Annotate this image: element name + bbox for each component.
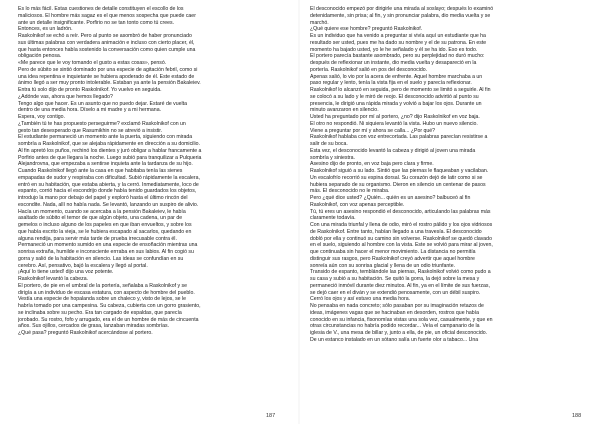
text-line: portería. Raskolnikof salió en pos del desconocido.: [310, 66, 428, 73]
text-line: hubiera separado de su organismo. Dieron en silencio un centenar de pasos: [310, 181, 486, 188]
text-line: minuto avanzaron en silencio.: [310, 107, 379, 114]
text-line: introdujo la mano por debajo del papel y exploró hasta el último rincón del: [18, 195, 188, 201]
text-line: Pero de súbito se sintió dominado por una especie de agitación febril, como si: [18, 66, 198, 73]
text-line: dirigía a un individuo de escasa estatura, con aspecto de hombre del pueblo.: [18, 289, 195, 296]
text-line: sus últimas palabras con verdadera animación e incluso con cierto placer, él,: [18, 39, 195, 46]
text-line: iglesia de V., una mesa de billar y, junto a ella, de pie, un oficial desconocido.: [310, 330, 488, 336]
text-line: Permaneció un momento sumido en una especie de ensoñación mientras una: [18, 242, 198, 249]
text-line: presencia, le dirigió una rápida mirada y volvió a bajar los ojos. Durante un: [310, 100, 482, 107]
text-line: sonrisa extraña, humilde e inconsciente errraba en sus labios. Al fin cogió su: [18, 249, 194, 255]
left-page-text: [18, 6, 284, 337]
text-line: detenidamente, sin prisa; al fin, y sin pronunciar palabra, dio media vuelta y se: [310, 12, 491, 19]
right-page: [310, 6, 582, 419]
left-page: [18, 6, 284, 419]
text-line: claramente todavía.: [310, 215, 356, 222]
text-line: en el suelo, siguiendo al hombre con la vista. Este se volvió para mirar al joven,: [310, 242, 493, 249]
text-line: Alejandrovna, que empezaba a sentirse inquieta ante la tardanza de su hijo.: [18, 161, 193, 168]
text-line: alguna rendija, para servir más tarde de prueba irrecusable contra él.: [18, 235, 177, 242]
text-line: Entra tú solo dijo de pronto Raskolnikof. Yo vuelvo en seguida.: [18, 87, 162, 93]
text-line: Raskolnikof lo alcanzó en seguida, pero de momento se limitó a seguirle. Al fin: [310, 87, 491, 93]
text-line: permaneció inmóvil durante diez minutos. Al fin, ya en el límite de sus fuerzas,: [310, 282, 490, 289]
text-line: sombría a Raskolnikof, que se alejaba rápidamente en dirección a su domicilio.: [18, 141, 200, 147]
right-page-number: 188: [572, 413, 582, 419]
text-line: momento ha bajado usted, yo le he señalado y él se ha ido. Eso es todo.: [310, 46, 478, 53]
text-line: asaltado de súbito el temor de que algún objeto, una cadena, un par de: [18, 215, 183, 222]
text-line: Es un individuo que ha venido a preguntar si vivía aquí un estudiante que ha: [310, 33, 486, 39]
text-line: se inclinaba sobre su pecho. Era tan cargado de espaldas, que parecía: [18, 309, 182, 316]
text-line: paso regular y lento, tenía la vista fija en el suelo y parecía reflexionar.: [310, 80, 472, 87]
text-line: se dejó caer en el diván y se extendió penosamente, con un débil suspiro.: [310, 289, 481, 296]
text-line: ideas, imágenes vagas que se hacinaban en desorden, rostros que había: [310, 309, 479, 316]
text-line: entró en su habitación, que estaba abierta, y la cerró. Inmediatamente, loco de: [18, 181, 199, 188]
text-line: Espera, voy contigo.: [18, 114, 66, 120]
text-line: de Raskolnikof. Entre tanto, habían llegado a una travesía. El desconocido: [310, 228, 482, 235]
text-line: dobló por ella y continuó su camino sin volverse. Raskolnikof se quedó clavado: [310, 235, 492, 242]
text-line: ¿También tú te has propuesto perseguirme? exclamó Raskolnikof con un: [18, 120, 186, 127]
text-line: Raskolnikof, con voz apenas perceptible.: [310, 201, 405, 208]
text-line: que continuaba sin hacer el menor movimiento. La distancia no permitía: [310, 249, 476, 255]
text-line: salir de su boca.: [310, 141, 348, 147]
text-line: Raskolnikof siguió a su lado. Sintió que las piernas le flaqueaban y vacilaban.: [310, 168, 489, 174]
text-line: que hasta entonces había sostenido la conversación como quien cumple una: [18, 46, 196, 53]
text-line: conocido en su infancia, fisonomías vistas una sola vez, casualmente, y que en: [310, 316, 493, 323]
text-line: Porfirio antes de que llegara la noche. Luego subió para tranquilizar a Pulqueria: [18, 154, 202, 161]
text-line: ¿Qué quiere ese hombre? preguntó Raskolnikof.: [310, 26, 423, 33]
text-line: Hacía un momento, cuando se acercaba a la pensión Bakaleiev, le había: [18, 208, 186, 215]
text-line: De un estanco instalado en un sótano salía un fuerte olor a tabaco... Una: [310, 336, 479, 343]
text-line: después de reflexionar un instante, dio media vuelta y desapareció en la: [310, 60, 477, 66]
text-line: se colocó a su lado y le miró de reojo. El desconocido advirtió al punto su: [310, 93, 479, 100]
left-page-number: 187: [266, 413, 276, 419]
text-line: gesto tan desesperado que Rasumikhin no se atrevió a insistir.: [18, 127, 163, 134]
text-line: Un escalofrío recorrió su espina dorsal. Su corazón dejó de latir como si se: [310, 174, 483, 181]
text-line: El portero parecía bastante asombrado, pero su perplejidad no duró mucho:: [310, 53, 485, 60]
text-line: otras circunstancias no habría podido recordar... Veía el campanario de la: [310, 323, 480, 330]
text-line: espanto, corrió hacia el escondrijo donde había tenido guardados los objetos,: [18, 188, 197, 195]
text-line: Usted ha preguntado por mí al portero, ¿no? dijo Raskolnikof en voz baja.: [310, 114, 480, 120]
text-line: Al fin apretó los puños, rechinó los dientes y juró obligar a hablar francamente a: [18, 147, 202, 154]
text-line: No pensaba en nada concreto; sólo pasaban por su imaginación retazos de: [310, 303, 484, 309]
text-line: resultado ser usted, pues me ha dado su nombre y el de su patrona. En este: [310, 39, 487, 46]
text-line: Raskolnikof levantó la cabeza.: [18, 276, 89, 282]
text-line: Cerró los ojos y así estuvo una media hora.: [310, 296, 411, 303]
text-line: ánimo llegó a ser muy pronto intolerable. Estaban ya ante la pensión Bakaleiev.: [18, 80, 201, 87]
text-line: sombría y siniestra.: [310, 154, 355, 161]
text-line: El estudiante permaneció un momento ante la puerta, siguiendo con mirada: [18, 134, 193, 141]
text-line: obligación penosa.: [18, 53, 62, 60]
text-line: Pero ¿qué dice usted? ¿Quién... quién es un asesino? balbuceó al fin: [310, 195, 471, 201]
text-line: distinguir sus rasgos, pero Raskolnikof creyó advertir que aquel hombre: [310, 255, 475, 262]
text-line: Transido de espanto, temblándole las piernas, Raskolnikof volvió como pudo a: [310, 269, 491, 276]
text-line: Con una mirada triunfal y llena de odio, miró el rostro pálido y los ojos vidriosos: [310, 222, 493, 228]
text-line: «Me parece que le voy tomando el gusto a estas cosas», pensó.: [18, 60, 167, 66]
right-page-text: [310, 6, 578, 344]
text-line: ¡Aquí lo tiene usted! dijo una voz potente.: [18, 269, 114, 276]
text-line: Tengo algo que hacer. Es un asunto que no puedo dejar. Estaré de vuelta: [18, 100, 188, 107]
text-line: Apenas salió, lo vio por la acera de enfrente. Aquel hombre marchaba a un: [310, 73, 483, 80]
text-line: Es lo más fácil. Estas cuestiones de detalle constituyen el escollo de los: [18, 6, 184, 12]
text-line: empapadas de sudor y respiraba con dificultad. Subió rápidamente la escalera,: [18, 174, 200, 181]
text-line: Vestía una especie de hopalanda sobre un chaleco y, visto de lejos, se le: [18, 296, 187, 303]
text-line: ¿Adónde vas, ahora que hemos llegado?: [18, 93, 113, 100]
text-line: El desconocido empezó por dirigirle una mirada al soslayo; después lo examinó: [310, 6, 494, 12]
text-line: dentro de una media hora. Díselo a mi madre y a mi hermana.: [18, 107, 162, 114]
text-line: marchó.: [310, 19, 329, 26]
text-line: Viene a preguntar por mí y ahora se calla... ¿Por qué?: [310, 127, 436, 134]
text-line: maliciosos. El hombre más sagaz es el que menos sospecha que puede caer: [18, 12, 196, 19]
text-line: El otro no respondió. Ni siquiera levantó la vista. Hubo un nuevo silencio.: [310, 120, 478, 127]
text-line: ¿Qué pasa? preguntó Raskolnikof acercándose al portero.: [18, 330, 153, 336]
text-line: El portero, de pie en el umbral de la portería, señalaba a Raskolnikof y se: [18, 282, 187, 289]
text-line: Tú, tú eres un asesino respondió el desconocido, articulando las palabras más: [310, 208, 491, 215]
text-line: una idea repentina e inquietante se hubiera apoderado de él. Este estado de: [18, 73, 195, 80]
text-line: gorra y salió de la habitación en silencio. Las ideas se confundían en su: [18, 255, 184, 262]
text-line: habría tomado por una campesina. Su cabeza, cubierta con un gorro grasiento,: [18, 303, 201, 309]
text-line: Asesino dijo de pronto, en voz baja pero clara y firme.: [310, 161, 434, 168]
page-gutter: [298, 0, 300, 424]
text-line: Raskolnikof se echó a reír. Pero al punto se asombró de haber pronunciado: [18, 33, 192, 39]
text-line: Esta vez, el desconocido levantó la cabeza y dirigió al joven una mirada: [310, 147, 476, 154]
text-line: sonreía aún con su sonrisa glacial y llena de un odio triunfante.: [310, 262, 456, 269]
text-line: años. Sus ojillos, cercados de grasa, lanzaban miradas sombrías.: [18, 323, 170, 330]
text-line: jorobado. Su rostro, fofo y arrugado, era el de un hombre de más de cincuenta: [18, 316, 199, 323]
text-line: que había escrito la vieja, se le hubiera escapado al sacarlos, quedando en: [18, 228, 192, 235]
text-line: ante un detalle insignificante. Porfirio no se tan tonto como tú crees.: [18, 19, 175, 26]
text-line: Raskolnikof hablaba con voz entrecortada. Las palabras parecían resistirse a: [310, 134, 488, 141]
text-line: cerebro. Así, pensativo, bajó la escalera y llegó al portal.: [18, 262, 148, 269]
text-line: Entonces, es un ladrón.: [18, 26, 73, 33]
text-line: Cuando Raskolnikof llegó ante la casa en que habitaba tenía las sienes: [18, 168, 183, 174]
text-line: gemelos o incluso alguno de los papeles en que iban envueltos, y sobre los: [18, 222, 192, 228]
text-line: más. El desconocido no le miraba.: [310, 188, 390, 195]
text-line: su casa y subió a su habitación. Se quitó la gorra, la dejó sobre la mesa y: [310, 276, 480, 282]
text-line: escondite. Nada, allí no había nada. Se levantó, lanzando un suspiro de alivio.: [18, 201, 199, 208]
